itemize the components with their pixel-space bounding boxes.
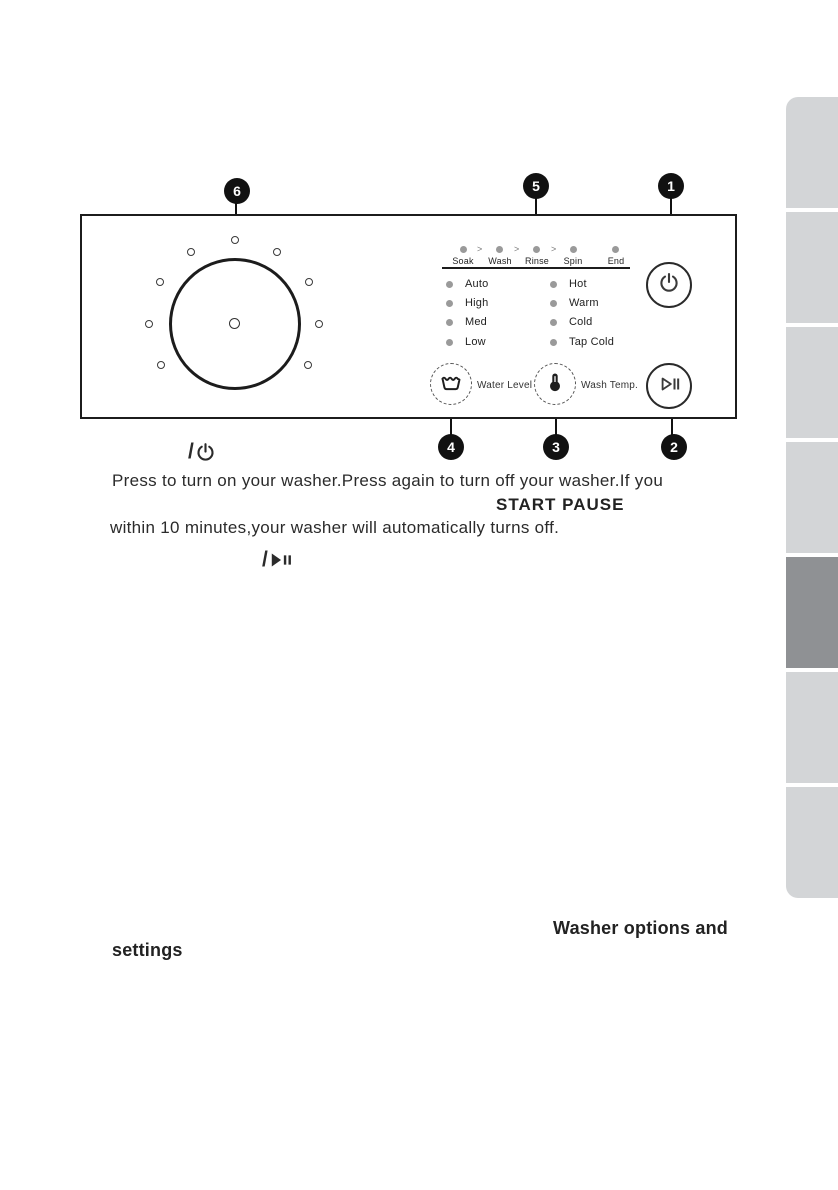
dial-position-dot bbox=[231, 236, 239, 244]
section-tab-6 bbox=[786, 672, 838, 783]
option-label-auto: Auto bbox=[465, 278, 489, 290]
paragraph-line-2: within 10 minutes,your washer will automatically turns off. bbox=[110, 518, 560, 537]
option-label-hot: Hot bbox=[569, 278, 587, 290]
dial-position-dot bbox=[187, 248, 195, 256]
section-tab-7 bbox=[786, 787, 838, 898]
callout-4: 4 bbox=[438, 434, 464, 460]
section-tab-1 bbox=[786, 97, 838, 208]
progress-arrow: > bbox=[551, 244, 557, 254]
status-label-end: End bbox=[607, 256, 625, 266]
rinse-led bbox=[533, 246, 540, 253]
tap-cold-led bbox=[550, 339, 557, 346]
warm-led bbox=[550, 300, 557, 307]
footer-title-left: settings bbox=[112, 940, 183, 960]
wash-led bbox=[496, 246, 503, 253]
high-led bbox=[446, 300, 453, 307]
end-led bbox=[612, 246, 619, 253]
play-pause-glyph bbox=[269, 550, 295, 570]
dial-center-dot bbox=[229, 318, 240, 329]
callout-3: 3 bbox=[543, 434, 569, 460]
dial-position-dot bbox=[305, 278, 313, 286]
play-pause-icon bbox=[656, 373, 682, 400]
dial-position-dot bbox=[156, 278, 164, 286]
status-divider bbox=[442, 267, 630, 269]
option-label-warm: Warm bbox=[569, 297, 599, 309]
play-pause-inline-icon bbox=[262, 548, 295, 572]
auto-led bbox=[446, 281, 453, 288]
slash-glyph: / bbox=[188, 440, 194, 463]
callout-5: 5 bbox=[523, 173, 549, 199]
status-label-wash: Wash bbox=[488, 256, 512, 266]
option-label-cold: Cold bbox=[569, 316, 593, 328]
section-tab-5-active bbox=[786, 557, 838, 668]
option-label-med: Med bbox=[465, 316, 487, 328]
power-glyph bbox=[195, 442, 216, 463]
status-label-soak: Soak bbox=[452, 256, 474, 266]
cold-led bbox=[550, 319, 557, 326]
start-pause-button bbox=[646, 363, 692, 409]
paragraph-line-1: Press to turn on your washer.Press again to turn off your washer.If you bbox=[112, 471, 664, 490]
thermometer-icon bbox=[546, 372, 564, 397]
status-label-spin: Spin bbox=[563, 256, 583, 266]
footer-title-right: Washer options and bbox=[553, 918, 728, 938]
progress-arrow: > bbox=[477, 244, 483, 254]
wash-temp-label: Wash Temp. bbox=[581, 380, 639, 391]
dial-position-dot bbox=[315, 320, 323, 328]
power-icon bbox=[657, 271, 681, 300]
callout-2: 2 bbox=[661, 434, 687, 460]
status-label-rinse: Rinse bbox=[524, 256, 550, 266]
soak-led bbox=[460, 246, 467, 253]
section-tab-3 bbox=[786, 327, 838, 438]
power-inline-icon bbox=[188, 440, 216, 464]
slash-glyph: / bbox=[262, 548, 268, 571]
option-label-high: High bbox=[465, 297, 489, 309]
hot-led bbox=[550, 281, 557, 288]
dial-position-dot bbox=[304, 361, 312, 369]
dial-position-dot bbox=[273, 248, 281, 256]
wash-temp-button bbox=[534, 363, 576, 405]
callout-1: 1 bbox=[658, 173, 684, 199]
power-button bbox=[646, 262, 692, 308]
dial-position-dot bbox=[145, 320, 153, 328]
water-basin-icon bbox=[440, 373, 462, 396]
med-led bbox=[446, 319, 453, 326]
dial-position-dot bbox=[157, 361, 165, 369]
section-tab-2 bbox=[786, 212, 838, 323]
low-led bbox=[446, 339, 453, 346]
section-tab-4 bbox=[786, 442, 838, 553]
option-label-low: Low bbox=[465, 336, 486, 348]
spin-led bbox=[570, 246, 577, 253]
option-label-tap-cold: Tap Cold bbox=[569, 336, 615, 348]
progress-arrow: > bbox=[514, 244, 520, 254]
start-pause-text: START PAUSE bbox=[496, 495, 625, 514]
water-level-label: Water Level bbox=[477, 380, 533, 391]
callout-6: 6 bbox=[224, 178, 250, 204]
water-level-button bbox=[430, 363, 472, 405]
